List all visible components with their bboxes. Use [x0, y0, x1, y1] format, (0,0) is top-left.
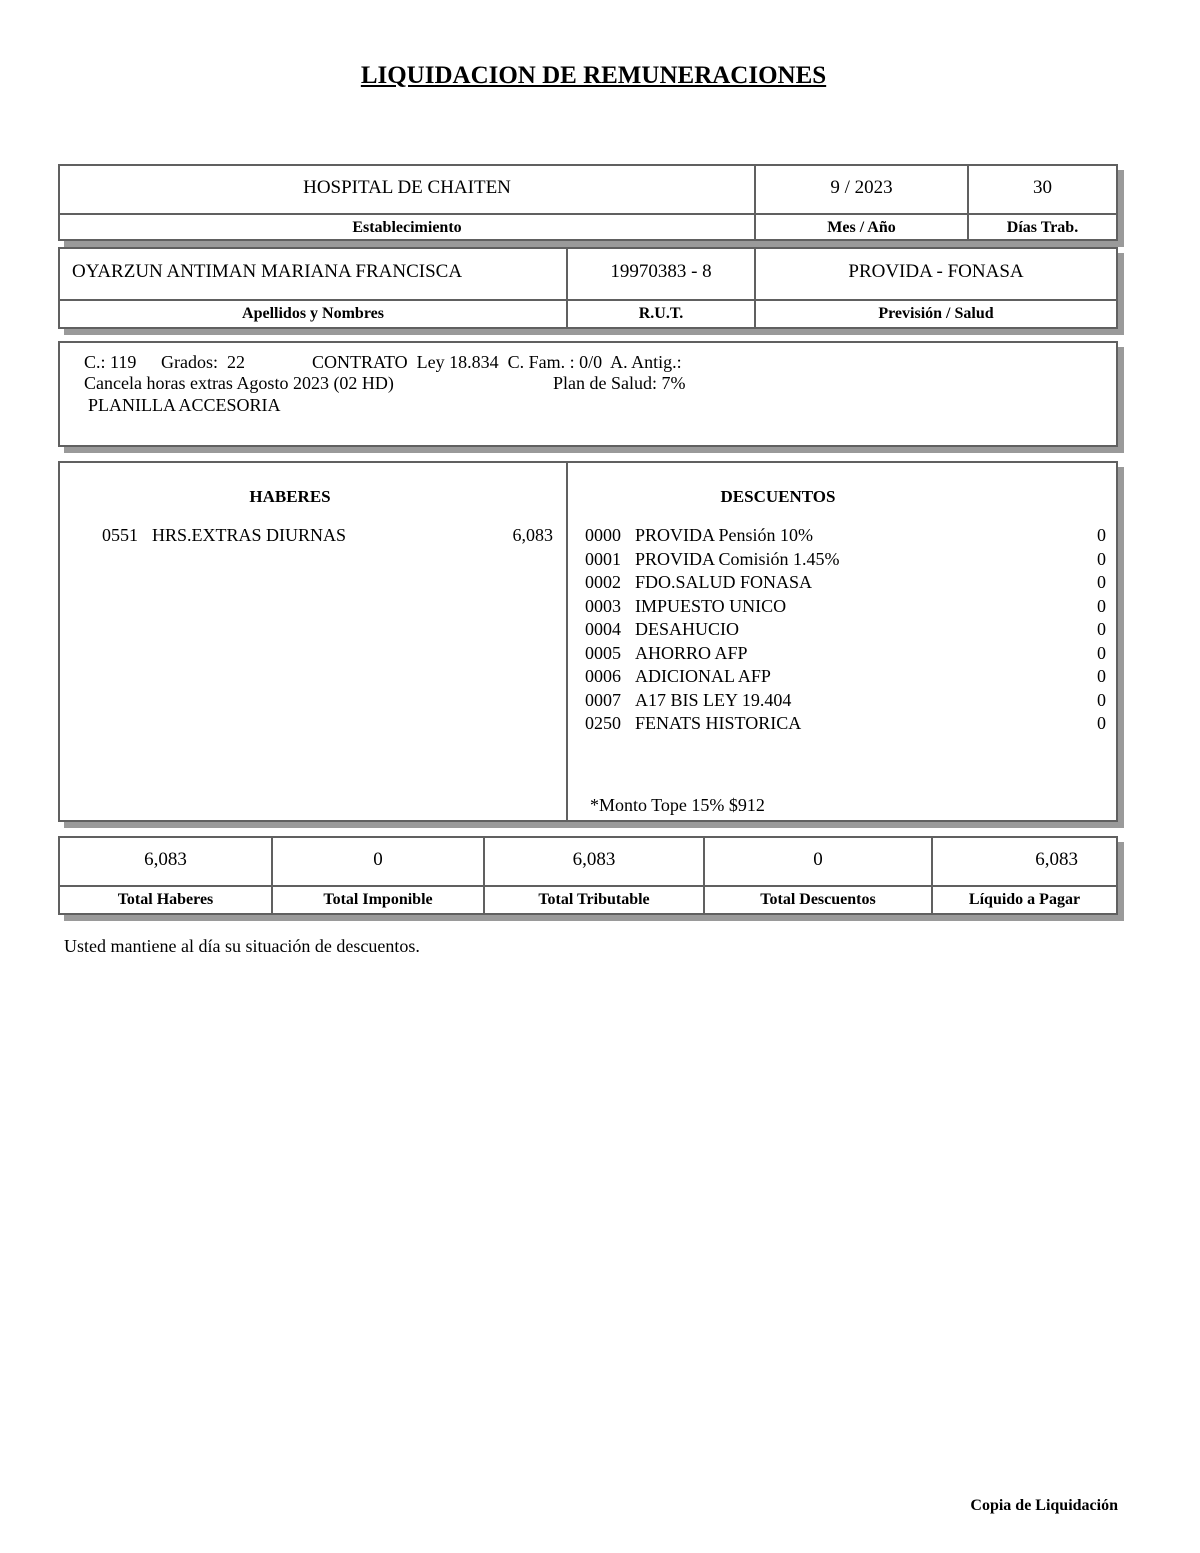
establishment-value: HOSPITAL DE CHAITEN [303, 177, 511, 198]
employee-prevision-label: Previsión / Salud [878, 305, 994, 322]
info-contrato: CONTRATO Ley 18.834 C. Fam. : 0/0 A. Antig.: [312, 352, 682, 372]
days-worked-label: Días Trab. [1006, 219, 1079, 236]
descuentos-item-desc: PROVIDA Comisión 1.45% [635, 548, 840, 569]
total-descuentos-value: 0 [813, 849, 823, 870]
employee-name-label: Apellidos y Nombres [242, 305, 384, 322]
descuentos-item-amount: 0 [1097, 619, 1106, 639]
descuentos-item-desc: IMPUESTO UNICO [635, 595, 787, 616]
info-plan-salud: Plan de Salud: 7% [553, 373, 686, 393]
month-year-label: Mes / Año [827, 219, 896, 236]
descuentos-item-code: 0001 [585, 548, 621, 569]
status-message: Usted mantiene al día su situación de descuentos. [64, 936, 420, 956]
descuentos-item-code: 0005 [585, 642, 621, 663]
descuentos-item-amount: 0 [1097, 548, 1106, 569]
liquido-a-pagar-value: 6,083 [1035, 849, 1078, 870]
descuentos-item-code: 0007 [585, 689, 621, 710]
employee-prevision: PROVIDA - FONASA [848, 261, 1024, 282]
total-descuentos-label: Total Descuentos [760, 891, 876, 908]
employee-rut: 19970383 - 8 [610, 261, 712, 282]
descuentos-item-amount: 0 [1097, 666, 1106, 686]
liquido-a-pagar-label: Líquido a Pagar [968, 891, 1081, 908]
descuentos-heading: DESCUENTOS [720, 487, 836, 506]
descuentos-item-code: 0006 [585, 666, 621, 686]
descuentos-item-desc: AHORRO AFP [635, 642, 748, 663]
month-year-value: 9 / 2023 [830, 177, 893, 198]
info-cancela: Cancela horas extras Agosto 2023 (02 HD) [84, 373, 394, 393]
total-tributable-label: Total Tributable [538, 891, 650, 908]
totals-box [58, 836, 1118, 915]
total-haberes-value: 6,083 [144, 849, 187, 870]
descuentos-item-desc: ADICIONAL AFP [635, 666, 771, 686]
descuentos-item-code: 0004 [585, 619, 621, 639]
info-c: C.: 119 [84, 352, 137, 372]
descuentos-item-code: 0000 [585, 525, 621, 545]
descuentos-item-code: 0250 [585, 713, 621, 733]
total-haberes-label: Total Haberes [117, 891, 214, 908]
employee-rut-label: R.U.T. [638, 305, 684, 322]
descuentos-item-amount: 0 [1097, 713, 1106, 733]
employee-box [58, 247, 1118, 329]
descuentos-item-desc: A17 BIS LEY 19.404 [635, 689, 792, 710]
descuentos-item-desc: PROVIDA Pensión 10% [635, 525, 814, 545]
days-worked-value: 30 [1033, 177, 1052, 198]
descuentos-item-amount: 0 [1097, 642, 1106, 663]
descuentos-item-desc: DESAHUCIO [635, 619, 740, 639]
info-planilla: PLANILLA ACCESORIA [88, 395, 281, 415]
page-title: LIQUIDACION DE REMUNERACIONES [360, 62, 827, 89]
haberes-item-code: 0551 [102, 525, 138, 545]
footer-copy-label: Copia de Liquidación [970, 1497, 1118, 1514]
descuentos-item-desc: FDO.SALUD FONASA [635, 572, 813, 592]
haberes-item-desc: HRS.EXTRAS DIURNAS [152, 525, 347, 545]
total-imponible-value: 0 [373, 849, 383, 870]
descuentos-item-code: 0002 [585, 572, 621, 592]
detail-box [58, 461, 1118, 822]
descuentos-item-code: 0003 [585, 595, 621, 616]
establishment-label: Establecimiento [352, 219, 462, 236]
establishment-box [58, 164, 1118, 241]
employee-name: OYARZUN ANTIMAN MARIANA FRANCISCA [72, 261, 463, 282]
haberes-item-amount: 6,083 [512, 525, 553, 545]
total-tributable-value: 6,083 [572, 849, 616, 870]
info-grados: Grados: 22 [161, 352, 245, 372]
descuentos-item-amount: 0 [1097, 595, 1106, 616]
descuentos-item-amount: 0 [1097, 572, 1106, 592]
haberes-heading: HABERES [249, 487, 331, 506]
descuentos-note: *Monto Tope 15% $912 [590, 795, 765, 815]
total-imponible-label: Total Imponible [323, 891, 433, 908]
info-box [58, 341, 1118, 447]
descuentos-item-amount: 0 [1097, 525, 1106, 545]
descuentos-item-amount: 0 [1097, 689, 1106, 710]
descuentos-item-desc: FENATS HISTORICA [635, 713, 802, 733]
